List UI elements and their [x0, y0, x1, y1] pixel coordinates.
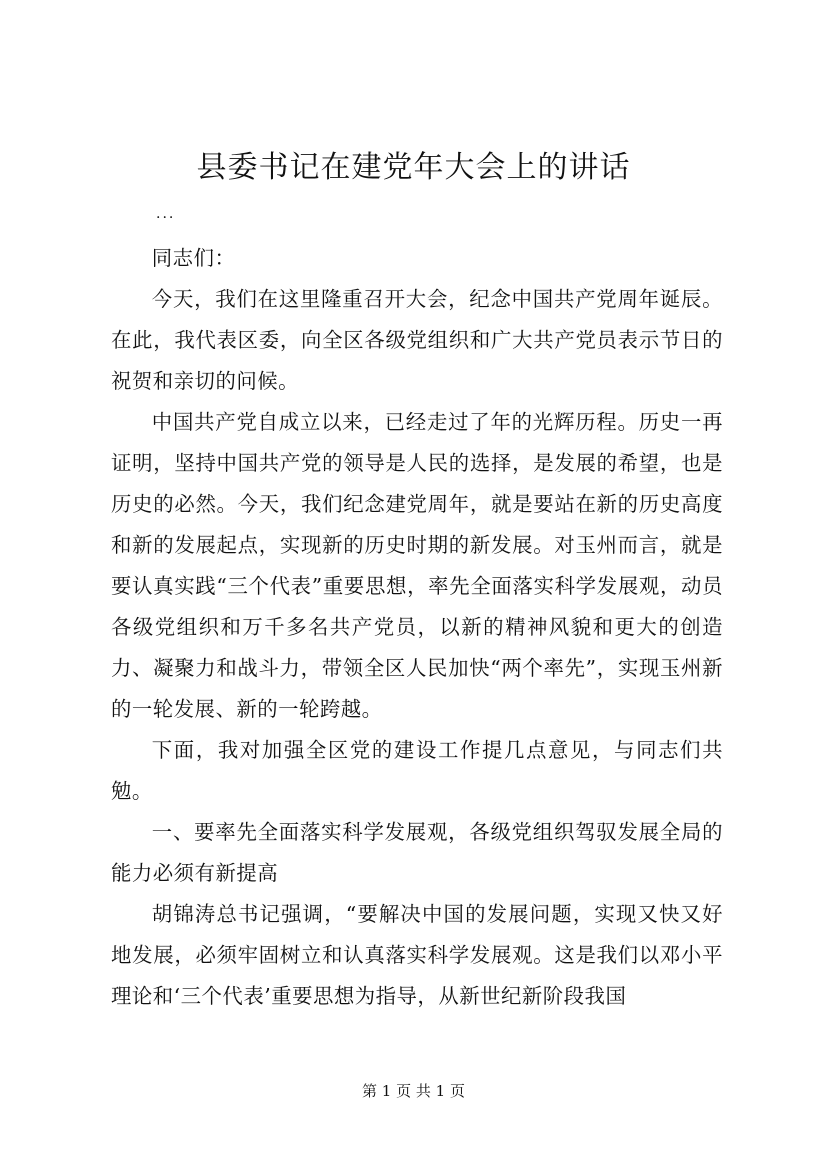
body-paragraph: 今天，我们在这里隆重召开大会，纪念中国共产党周年诞辰。在此，我代表区委，向全区各级党组织和广大共产党员表示节日的祝贺和亲切的问候。 [111, 287, 723, 393]
section-heading: 一、要率先全面落实科学发展观，各级党组织驾驭发展全局的能力必须有新提高 [111, 820, 723, 885]
document-body [111, 238, 723, 1017]
ellipsis-mark: ... [156, 206, 176, 222]
body-paragraph: 胡锦涛总书记强调，“要解决中国的发展问题，实现又快又好地发展，必须牢固树立和认真落实科学发展观。这是我们以邓小平理论和‘三个代表’重要思想为指导，从新世纪新阶段我国 [111, 902, 723, 1008]
salutation-paragraph: 同志们： [151, 246, 236, 270]
page-number-footer: 第 1 页 共 1 页 [362, 1082, 465, 1100]
body-paragraph: 中国共产党自成立以来，已经走过了年的光辉历程。历史一再证明，坚持中国共产党的领导是人民的选择，是发展的希望，也是历史的必然。今天，我们纪念建党周年，就是要站在新的历史高度和新的发展起点，实现新的历史时期的新发展。对玉州而言，就是要认真实践“三个代表”重要思想，率先全面落实科学发展观，动员各级党组织和万千多名共产党员，以新的精神风貌和更大的创造力、凝聚力和战斗力，带领全区人民加快“两个率先”，实现玉州新的一轮发展、新的一轮跨越。 [111, 410, 723, 721]
document-title: 县委书记在建党年大会上的讲话 [196, 150, 631, 185]
body-paragraph: 下面，我对加强全区党的建设工作提几点意见，与同志们共勉。 [111, 738, 723, 803]
